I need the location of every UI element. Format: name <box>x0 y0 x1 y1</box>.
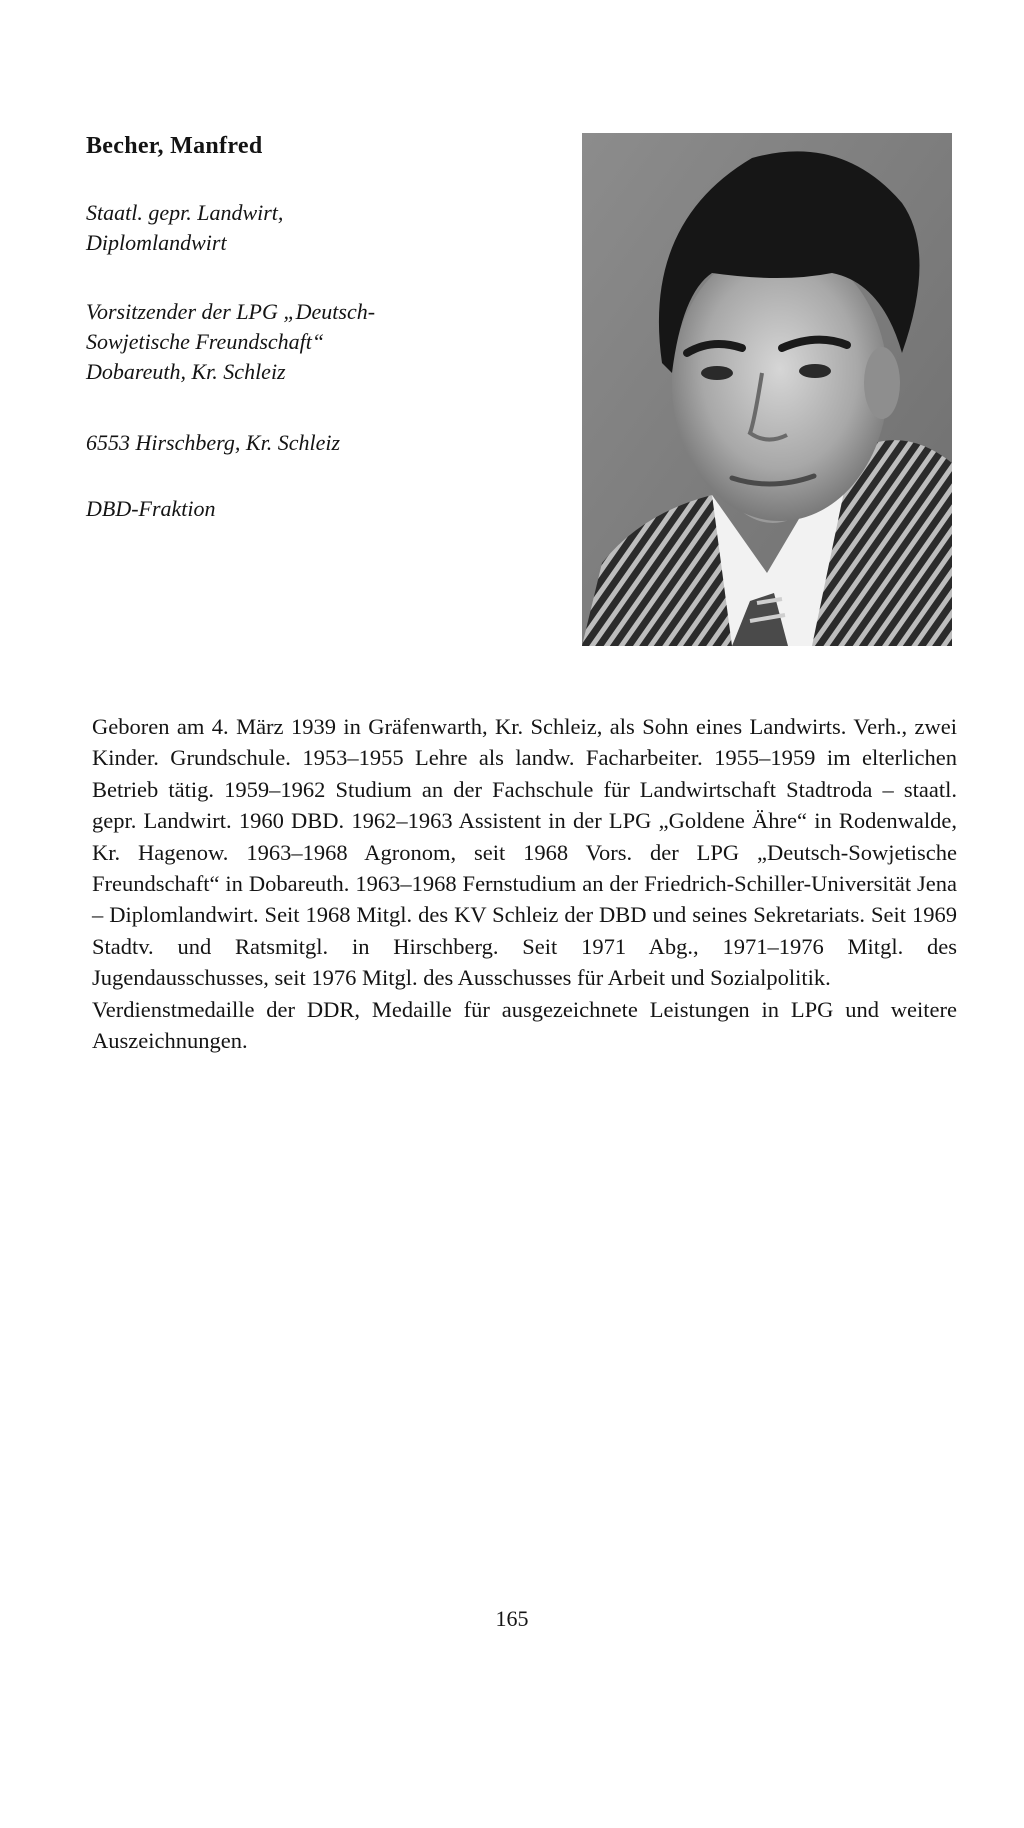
position-line: Sowjetische Freundschaft“ <box>86 329 325 354</box>
qualification-line: Staatl. gepr. Landwirt, <box>86 200 284 225</box>
biography-paragraph: Geboren am 4. März 1939 in Gräfenwarth, Kr. Schleiz, als Sohn eines Landwirts. Verh., zwei Kinder. Grundschule. 1953–1955 Lehre als landw. Facharbeiter. 1955–1959 im elterlichen Betrieb tätig. 1959–1962 Studium an der Fachschule für Landwirtschaft Stadtroda – staatl. gepr. Landwirt. 1960 DBD. 1962–1963 Assistent in der LPG „Goldene Ähre“ in Rodenwalde, Kr. Hagenow. 1963–1968 Agronom, seit 1968 Vors. der LPG „Deutsch-Sowjetische Freundschaft“ in Dobareuth. 1963–1968 Fernstudium an der Friedrich-Schiller-Universität Jena – Diplomlandwirt. Seit 1968 Mitgl. des KV Schleiz der DBD und seines Sekretariats. Seit 1969 Stadtv. und Ratsmitgl. in Hirschberg. Seit 1971 Abg., 1971–1976 Mitgl. des Jugendausschusses, seit 1976 Mitgl. des Ausschusses für Arbeit und Sozialpolitik. <box>92 714 957 991</box>
qualification-line: Diplomlandwirt <box>86 230 227 255</box>
page-number: 165 <box>495 1606 529 1631</box>
position-line: Vorsitzender der LPG „Deutsch- <box>86 299 376 324</box>
position-line: Dobareuth, Kr. Schleiz <box>86 359 286 384</box>
qualification <box>86 198 283 258</box>
portrait-photo-icon <box>582 133 952 646</box>
address: 6553 Hirschberg, Kr. Schleiz <box>86 430 341 455</box>
person-name: Becher, Manfred <box>86 133 263 159</box>
position <box>86 297 375 387</box>
biography-paragraph: Verdienstmedaille der DDR, Medaille für ausgezeichnete Leistungen in LPG und weitere Auszeichnungen. <box>92 996 957 1054</box>
fraction: DBD-Fraktion <box>86 496 216 521</box>
biography <box>92 711 957 1056</box>
portrait-photo <box>582 133 952 646</box>
